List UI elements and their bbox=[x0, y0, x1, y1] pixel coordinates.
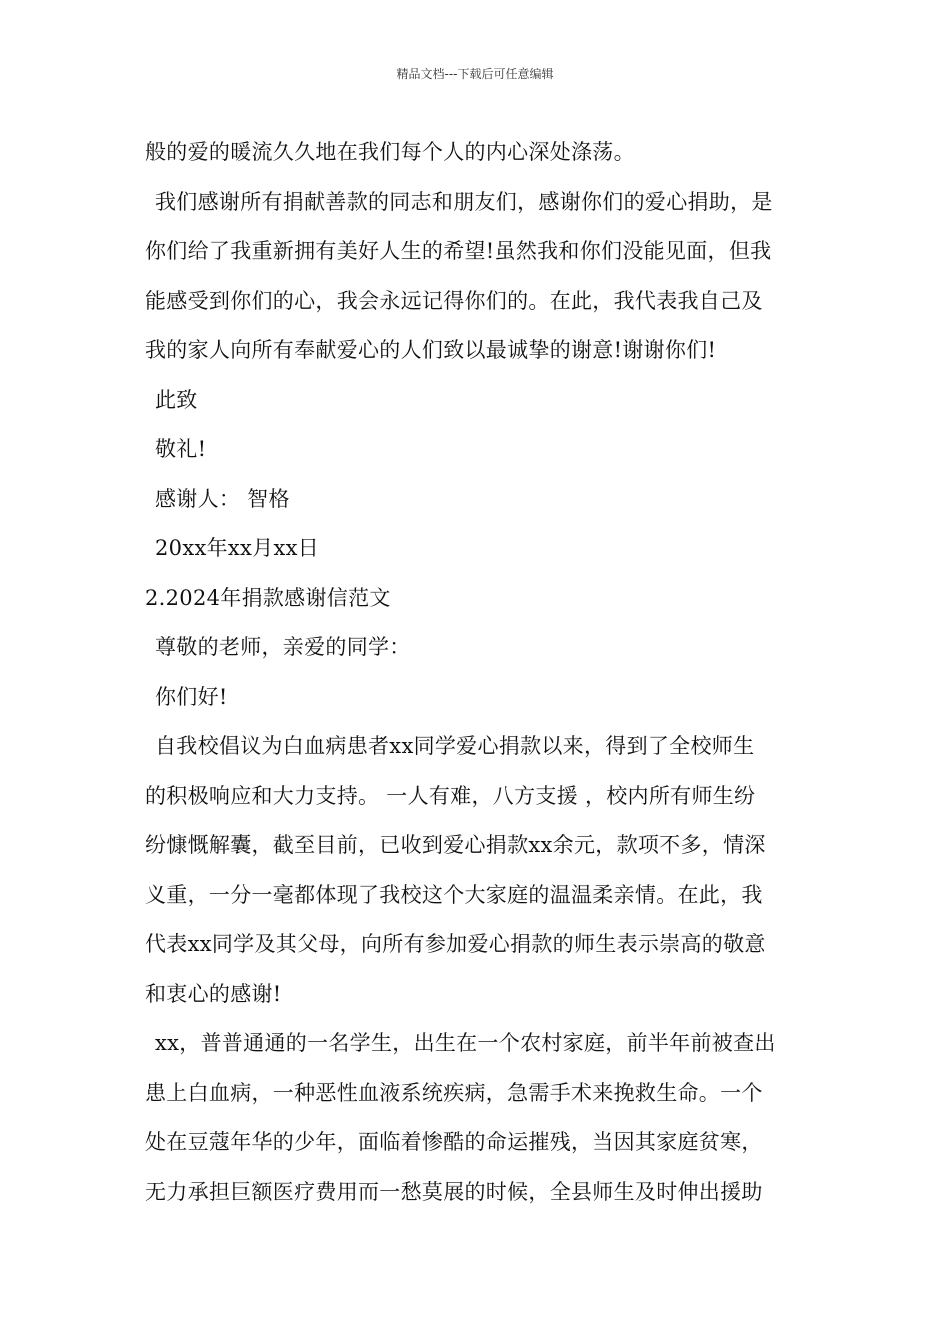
text-line: 患上白血病，一种恶性血液系统疾病，急需手术来挽救生命。一个 bbox=[145, 1080, 763, 1105]
text-line: 和衷心的感谢! bbox=[145, 981, 282, 1006]
text-line: 我们感谢所有捐献善款的同志和朋友们，感谢你们的爱心捐助，是 bbox=[155, 189, 773, 214]
closing-salutation: 此致 bbox=[155, 387, 198, 412]
text-line: 自我校倡议为白血病患者xx同学爱心捐款以来，得到了全校师生 bbox=[155, 734, 755, 758]
text-line: 般的爱的暖流久久地在我们每个人的内心深处涤荡。 bbox=[145, 140, 635, 164]
text-line: 纷慷慨解囊，截至目前，已收到爱心捐款xx余元，款项不多，情深 bbox=[145, 833, 766, 857]
greeting-line: 尊敬的老师，亲爱的同学： bbox=[155, 635, 411, 659]
document-body bbox=[145, 128, 810, 1217]
text-line: 能感受到你们的心，我会永远记得你们的。在此，我代表我自己及 bbox=[145, 288, 763, 313]
text-line: xx，普普通通的一名学生，出生在一个农村家庭，前半年前被查出 bbox=[155, 1031, 776, 1055]
text-line: 义重，一分一毫都体现了我校这个大家庭的温温柔亲情。在此，我 bbox=[145, 882, 763, 907]
date-line: 20xx年xx月xx日 bbox=[155, 536, 320, 560]
text-line: 我的家人向所有奉献爱心的人们致以最诚挚的谢意!谢谢你们! bbox=[145, 338, 717, 362]
text-line: 的积极响应和大力支持。 一人有难，八方支援 ，校内所有师生纷 bbox=[145, 783, 756, 808]
text-line: 处在豆蔻年华的少年，面临着惨酷的命运摧残，当因其家庭贫寒， bbox=[145, 1130, 763, 1154]
section-heading: 2.2024年捐款感谢信范文 bbox=[145, 585, 391, 610]
text-line: 无力承担巨额医疗费用而一愁莫展的时候，全县师生及时伸出援助 bbox=[145, 1179, 763, 1204]
signature-line: 感谢人： 智格 bbox=[155, 486, 290, 511]
greeting-line: 你们好! bbox=[155, 684, 228, 709]
text-line: 你们给了我重新拥有美好人生的希望!虽然我和你们没能见面，但我 bbox=[145, 239, 772, 263]
closing-regards: 敬礼! bbox=[155, 437, 207, 461]
page-header: 精品文档---下载后可任意编辑 bbox=[396, 67, 554, 81]
text-line: 代表xx同学及其父母，向所有参加爱心捐款的师生表示崇高的敬意 bbox=[145, 932, 766, 956]
